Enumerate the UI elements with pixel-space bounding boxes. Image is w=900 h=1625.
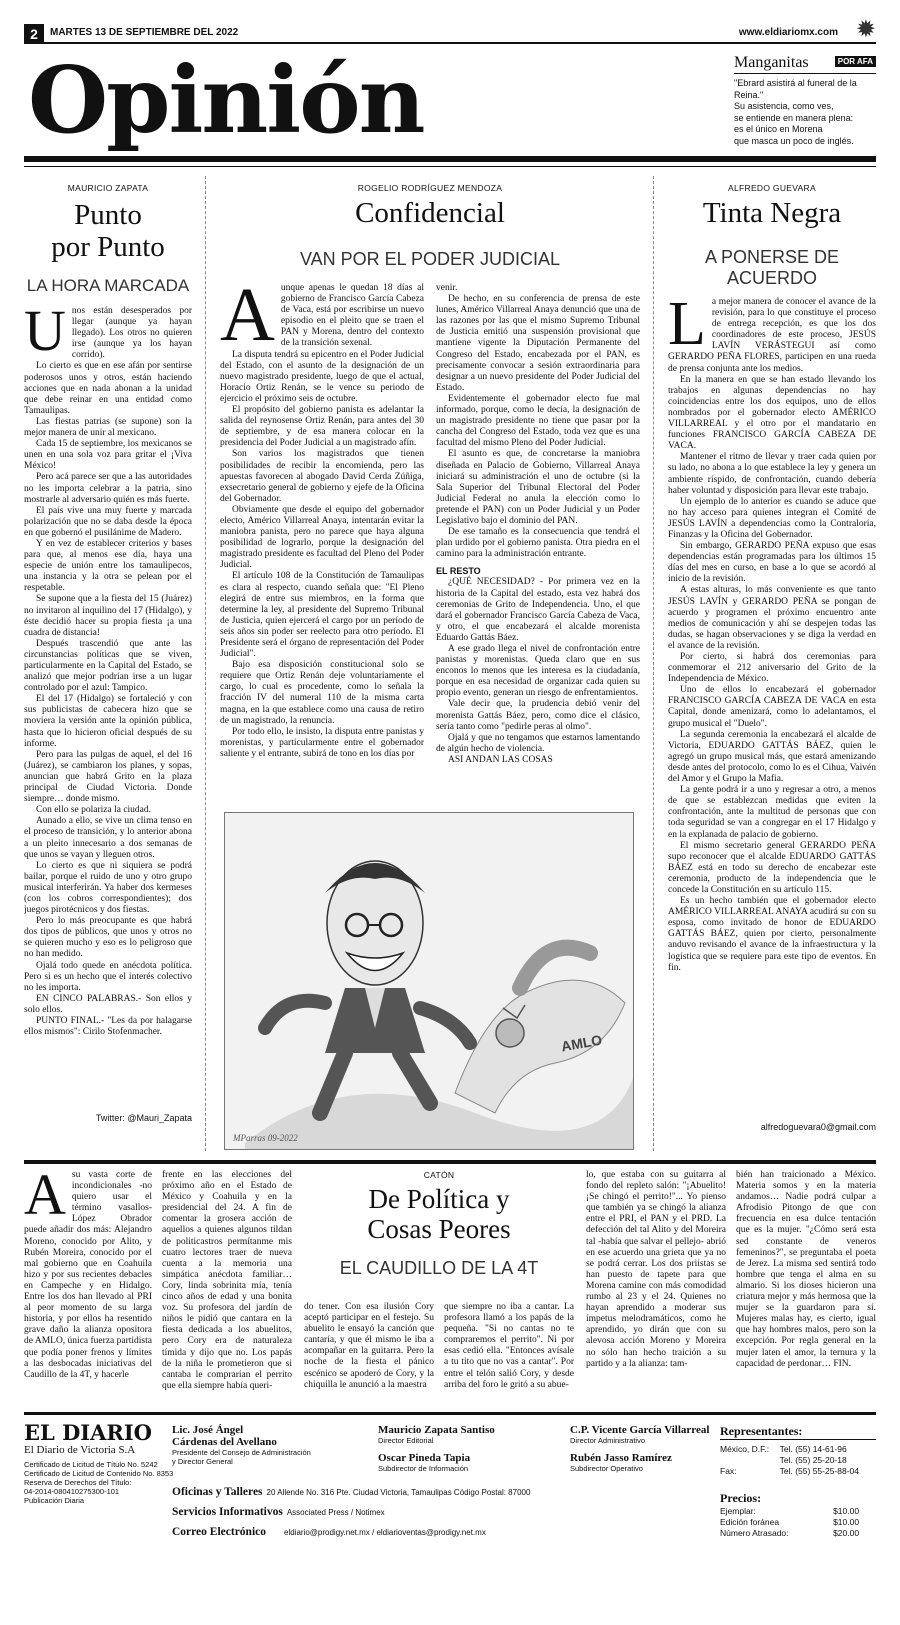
caton-body-5 <box>586 1170 726 1405</box>
table-row <box>720 1506 876 1517</box>
column-confidencial <box>220 183 640 270</box>
paragraph: A estas alturas, lo más conveniente es que tanto JESÚS LAVÍN y GERARDO PEÑA se pongan de acuerdo y programen el próximo encuentro ante medios de comunicación y ahí se despejen todas las dudas, se hagan observaciones y se diga la verdad en el avance de la revisión. <box>668 585 876 651</box>
drop-cap: A <box>220 283 275 357</box>
reps-table <box>720 1444 876 1477</box>
footer-company: El Diario de Victoria S.A <box>24 1444 136 1456</box>
footer-email <box>172 1526 486 1538</box>
footer-offices <box>172 1486 530 1498</box>
paragraph: venir. <box>436 283 458 293</box>
legal-line: Certificado de Licitud de Contenido No. 8353 <box>24 1469 174 1478</box>
caton-body-6 <box>736 1170 876 1405</box>
price-value: $10.00 <box>833 1517 860 1527</box>
paragraph: De ese tamaño es la consecuencia que tendrá el plan urdido por el gobierno panista. Otra piedra en el camino para la administración entrante. <box>436 527 640 560</box>
drop-cap: L <box>668 297 706 358</box>
legal-line: Reserva de Derechos del Título: <box>24 1478 132 1487</box>
staff-name: Rubén Jasso Ramírez <box>570 1452 672 1464</box>
manganitas-verse <box>734 78 876 147</box>
footer-representatives <box>720 1424 876 1539</box>
paragraph: Se supone que a la fiesta del 15 (Juárez) no invitaron al inquilino del 17 (Hidalgo), y éste decidió hacer su propia fiesta ¡a una cuadra de distancia! <box>24 594 192 638</box>
column-name <box>304 1184 574 1244</box>
staff-name: Lic. José Ángel <box>172 1424 244 1436</box>
legal-line: Certificado de Licitud de Título No. 5242 <box>24 1460 158 1469</box>
paragraph: PUNTO FINAL.- "Les da por halagarse ellos mismos": Cirilo Stofenmacher. <box>24 1016 192 1038</box>
paragraph: Son varios los magistrados que tienen posibilidades de recibir la encomienda, pero las apuestas favorecen al abogado David Cerda Zúñiga, exsecretario general de gobierno y ejefe de la Oficina del Gobernador. <box>220 449 424 504</box>
table-row <box>720 1528 876 1539</box>
paragraph: El del 17 (Hidalgo) se fortaleció y con sus publicistas de cabecera hizo que se moviera la versión ante la opinión pública, hasta que lo hicieron oficial después de su informe. <box>24 694 192 749</box>
footer-services <box>172 1506 385 1518</box>
website-link[interactable]: www.eldiariomx.com <box>738 27 838 38</box>
column-divider <box>653 176 654 1151</box>
column-headline-line: ACUERDO <box>726 268 817 288</box>
table-row <box>720 1517 876 1528</box>
column-punto-por-punto <box>24 183 192 1153</box>
services-label: Servicios Informativos <box>172 1506 283 1518</box>
paragraph: Las fiestas patrias (se supone) son la mejor manera de unir al mexicano. <box>24 416 192 439</box>
manganitas-title-text: Manganitas <box>734 54 809 71</box>
paragraph: Bajo esa disposición constitucional solo se requiere que Ortiz Renán deje voluntariamente el cargo, lo cual es procedente, como lo señala la fracción IV del numeral 110 de la misma carta magna, en la que establece como una causa de retiro de un magistrado, la renuncia. <box>220 660 424 726</box>
paragraph: Por cierto, si habrá dos ceremonias para conmemorar el 212 aniversario del Grito de la Independencia de México. <box>668 652 876 685</box>
footer-brand <box>24 1422 174 1505</box>
column-signature[interactable]: alfredoguevara0@gmail.com <box>760 1122 876 1132</box>
rep-city <box>720 1455 780 1466</box>
paragraph: do tener. Con esa ilusión Cory aceptó participar en el festejo. Su abuelito le ensayó la canción que cantaría, y que él mismo le iba a acompañar en la guitarra. Pero la noche de la fiesta el pánico escénico se apoderó de Cory, y la chiquilla le anunció a la maestra <box>304 1302 434 1390</box>
staff-information <box>378 1452 470 1473</box>
column-divider <box>205 176 206 1151</box>
drop-cap: U <box>24 306 66 363</box>
column-name: Tinta Negra <box>702 197 842 229</box>
caton-body-4 <box>444 1302 574 1406</box>
paragraph: Después trascendió que ante las circunstancias políticas que se viven, particularmente en la Capital del Estado, se analizó que mejor podrían irse a un lugar controlado por el azul: Tampico. <box>24 638 192 694</box>
footer-legal <box>24 1460 174 1505</box>
caton-body-2 <box>162 1170 292 1405</box>
verse-line: es el único en Morena <box>734 124 823 134</box>
sun-logo-icon: ✹ <box>855 17 876 43</box>
column-name-line: Punto <box>74 199 142 231</box>
column-tinta-negra <box>668 183 876 1153</box>
footer-divider <box>24 1412 876 1415</box>
paragraph: Pero lo más preocupante es que habrá dos tipos de públicos, que unos y otros no se quieren mucho y eso es lo peligroso que no han medido. <box>24 916 192 960</box>
column-name: Confidencial <box>355 197 505 229</box>
staff-role: Director Administrativo <box>570 1436 646 1445</box>
legal-line: Publicación Diaria <box>24 1496 85 1505</box>
paragraph: Lo cierto es que ni siquiera se podrá bailar, porque el ruido de uno y otro grupo musical interferirán. Ya haber dos kermeses (con los cobros correspondientes); dos juegos pirotécnicos y dos fiestas. <box>24 860 192 916</box>
paragraph: Ojalá todo quede en anécdota política. Pero si es un hecho que el interés colectivo no les importa. <box>24 960 192 993</box>
staff-role: Subdirector de Información <box>378 1464 469 1473</box>
table-row <box>720 1455 876 1466</box>
page-number: 2 <box>24 24 44 44</box>
verse-line: se entiende en manera plena: <box>734 112 854 123</box>
paragraph: El país vive una muy fuerte y marcada polarización que no se daba desde la época en que gobernó el pusilánime de Madero. <box>24 505 192 538</box>
table-row <box>720 1444 876 1455</box>
staff-role: y Director General <box>172 1457 233 1466</box>
top-bar <box>24 17 876 44</box>
paragraph: Con ello se polariza la ciudad. <box>36 805 152 816</box>
paragraph: Uno de ellos lo encabezará el gobernador FRANCISCO GARCÍA CABEZA DE VACA en esta Capital, donde amenizará, como lo adelantamos, el grupo musical el "Duelo". <box>668 685 876 729</box>
section-title: Opinión <box>28 46 424 154</box>
paragraph: Obviamente que desde el equipo del gobernador electo, Américo Villarreal Anaya, intentarán evitar la maniobra panista, pero no parece que haya alguna posibilidad de lograrlo, porque la designación del magistrado presidente es facultad del Pleno del Poder Judicial. <box>220 504 424 571</box>
caton-body-3 <box>304 1302 434 1406</box>
rep-tel: Tel. (55) 55-25-88-04 <box>779 1466 860 1476</box>
manganitas-tag: POR AFA <box>835 56 876 67</box>
cartoon-illustration <box>225 813 634 1150</box>
column-body-right <box>436 283 640 803</box>
issue-date: MARTES 13 DE SEPTIEMBRE DEL 2022 <box>50 27 239 38</box>
column-author: ROGELIO RODRÍGUEZ MENDOZA <box>357 183 503 193</box>
column-name-line: Cosas Peores <box>367 1214 511 1244</box>
paragraph: ¿QUÉ NECESIDAD? - Por primera vez en la historia de la Capital del estado, esta vez habrá dos ceremonias de Grito de Independencia. Uno, el que dará el gobernador Francisco García Cabeza de Vaca, y otro, el que encabezará el alcalde morenista Eduardo Gattás Báez. <box>436 577 640 643</box>
paragraph: La disputa tendrá su epicentro en el Poder Judicial del Estado, con el asunto de la designación de un nuevo magistrado presidente, luego de que el actual, Horacio Ortiz Renán, se le vence su periodo de ejercicio el próximo seis de octubre. <box>220 349 424 404</box>
paragraph: Por todo ello, le insisto, la disputa entre panistas y morenistas, y particularmente entre el gobernador saliente y el entrante, subirá de tono en los días por <box>220 726 424 759</box>
staff-admin <box>570 1424 709 1445</box>
rep-tel: Tel. (55) 14-61-96 <box>779 1444 847 1454</box>
email-label: Correo Electrónico <box>172 1526 266 1538</box>
paragraph: Mantener el ritmo de llevar y traer cada quien por su lado, no abona a lo que establece la ley y genera un ambiente ríspido, de confrontación, cuando debería haber voluntad y disposición para llevar este trabajo. <box>668 452 876 496</box>
staff-president <box>172 1424 311 1466</box>
cartoon-signature: MParras 09-2022 <box>233 1133 298 1143</box>
offices-label: Oficinas y Talleres <box>172 1486 263 1498</box>
column-name-line: por Punto <box>51 231 165 263</box>
column-author: CATÓN <box>423 1170 455 1180</box>
email-value[interactable]: eldiario@prodigy.net.mx / eldiarioventas@prodigy.net.mx <box>284 1528 486 1537</box>
column-headline: VAN POR EL PODER JUDICIAL <box>299 249 561 269</box>
legal-line: 04-2014-080410275300-101 <box>24 1487 120 1496</box>
staff-name: Cárdenas del Avellano <box>172 1436 277 1448</box>
staff-role: Presidente del Consejo de Administración <box>172 1448 311 1457</box>
paragraph: unque apenas le quedan 18 días al gobierno de Francisco García Cabeza de Vaca, está por escribirse un nuevo episodio en el pleito que se traen el PAN y Morena, dentro del contexto de la transición sexenal. <box>280 283 424 349</box>
paragraph: Pero para las pulgas de aquel, el del 16 (Juárez), se cambiaron los planes, y sopas, anuncian que habrá Grito en la plaza principal de Ciudad Victoria. Donde siempre… donde mismo. <box>24 749 192 805</box>
paragraph: La segunda ceremonia la encabezará el alcalde de Victoria, EDUARDO GATTÁS BÁEZ, quien le agregó un grupo musical más, que estará amenizando desde antes del protocolo, como lo es el Cihua, Vaivén del Amor y el Grupo la Mafia. <box>668 729 876 785</box>
paragraph: La gente podrá ir a uno y regresar a otro, a menos de que se establezcan medidas que eviten la confrontación, ante la multitud de personas que con toda seguridad se van a congregar en el 17 Hidalgo y en la explanada de palacio de gobierno. <box>668 785 876 840</box>
paragraph: De hecho, en su conferencia de prensa de este lunes, Américo Villarreal Anaya denunció que una de las razones por las que el mismo Supremo Tribunal de Justicia emitió una suspensión provisional que mantiene vigente la Diputación Permanente del Congreso del Estado, encabezada por el PAN, es precisamente convocar a sesión extraordinaria para designar a un nuevo presidente del Poder Judicial del Estado. <box>436 294 640 393</box>
header-divider-thin <box>24 166 876 167</box>
price-label: Ejemplar: <box>720 1506 756 1516</box>
column-body <box>668 297 876 1120</box>
price-value: $10.00 <box>833 1506 860 1516</box>
price-label: Número Atrasado: <box>720 1528 789 1538</box>
paragraph: Es un hecho también que el gobernador electo AMÉRICO VILLARREAL ANAYA acudirá su con su esposa, como invitado de honor de EDUARDO GATTÁS BÁEZ, quien por cierto, personalmente anduvo revisando el avance de la infraestructura y la logística que se requiere para este tipo de eventos. En fin. <box>668 896 876 973</box>
paragraph: Pero acá parece ser que a las autoridades no les importa celebrar a la patria, sino mostrarle al adversario quién es más fuerte. <box>24 472 192 505</box>
subhead: EL RESTO <box>436 566 481 577</box>
column-name-line: De Política y <box>368 1184 510 1214</box>
paragraph: Ojalá y que no tengamos que estarnos lamentando de algún hecho de violencia. <box>436 732 640 754</box>
staff-name: Mauricio Zapata Santiso <box>378 1424 495 1436</box>
column-author: MAURICIO ZAPATA <box>67 183 149 193</box>
manganitas-box <box>734 54 876 147</box>
paragraph: su vasta corte de incondicionales -no quiero usar el término vasallos- López Obrador puede añadir dos más: Alejandro Moreno, conocido por Alito, y Rubén Moreira, conocido por el mal gobierno que en Coahuila hizo y por sus recientes debacles en Campeche y en Hidalgo. Entre los dos han llevado al PRI al peor momento de su larga historia, y por ellos ha resentido grave daño la alianza opositora de AMLO, única fuerza partidista que podía poner frenos y límites a las desbocadas iniciativas del Caudillo de la 4T, y hacerle <box>24 1170 152 1380</box>
reps-title: Representantes: <box>720 1424 876 1440</box>
column-name <box>24 199 192 263</box>
table-row <box>720 1466 876 1477</box>
paragraph: Un ejemplo de lo anterior es cuando se aduce que no hay acceso para quienes integran el Comité de JESÚS LAVÍN a dependencias como la Contraloría, Finanzas y la Oficina del Gobernador. <box>668 496 876 540</box>
paragraph: lo, que estaba con su guitarra al fondo del repleto salón: "¡Abuelito! ¡Se chingó el perrito!"... Yo pienso que también ya se chingó la alianza entre el PRI, el PAN y el PRD. La defección del tal Alito y del Moreira tal -había que salvar el pellejo- abrió en ese acuerdo una grieta que ya no se podrá cerrar. Los dos priistas se han puesto de tapete para que Morena camine con más comodidad rumbo al 23 y el 24. Quienes no hayan aprendido a moderar sus ímpetus melodramáticos, como he aprendido, yo dirán que con su alevosa acción Moreno y Moreira no sólo han hecho traición a su partido y a la alianza: tam- <box>586 1170 726 1369</box>
offices-value: 20 Allende No. 316 Pte. Ciudad Victoria, Tamaulipas Código Postal: 87000 <box>266 1488 531 1497</box>
column-signature[interactable]: Twitter: @Mauri_Zapata <box>95 1113 192 1123</box>
paragraph: Sin embargo, GERARDO PEÑA expuso que esas dependencias están programadas para los últimos 15 días del mes en curso, en base a lo que se acordó al inicio de la revisión. <box>668 541 876 585</box>
staff-role: Subdirector Operativo <box>570 1464 643 1473</box>
rep-city: Fax: <box>720 1466 737 1476</box>
paragraph: EN CINCO PALABRAS.- Son ellos y solo ellos. <box>24 993 192 1015</box>
staff-name: C.P. Vicente García Villarreal <box>570 1424 710 1436</box>
manganitas-title <box>734 54 876 74</box>
column-headline <box>668 247 876 289</box>
paragraph: A ese grado llega el nivel de confrontación entre panistas y morenistas. Queda claro que en sus enconos lo menos que les interesa es la ciudadanía, porque en esa necesidad de organizar cada quien su propio evento, generan un riesgo de enfrentamientos. <box>436 644 640 699</box>
paragraph: nos están desesperados por llegar (aunque ya hayan llegado). Los otros no quieren irse (aunque ya los hayan corrido). <box>71 306 192 361</box>
footer-logo: EL DIARIO <box>24 1420 152 1445</box>
paragraph: Cada 15 de septiembre, los mexicanos se unen en una sola voz para gritar el ¡Viva México! <box>24 439 192 472</box>
paragraph: a mejor manera de conocer el avance de la revisión, para lo que constituye el proceso de entrega recepción, es que los dos coordinadores de este proceso, JESÚS LAVÍN VERÁSTEGUI así como GERARDO PEÑA FLORES, participen en una rueda de prensa conjunta ante los medios. <box>668 297 876 374</box>
paragraph: En la manera en que se han estado llevando los trabajos en algunas dependencias no hay coincidencias entre los dos equipos, uno de ellos nombrados por el gobernador electo AMÉRICO VILLARREAL y el otro por el mandatario en funciones FRANCISCO GARCÍA CABEZA DE VACA. <box>668 374 876 452</box>
verse-line: "Ebrard asistirá al funeral de la Reina." <box>734 78 857 100</box>
drop-cap: A <box>24 1170 66 1227</box>
paragraph: Evidentemente el gobernador electo fue mal informado, porque, como le decía, la designación de un magistrado presidente no tiene que pasar por la cancha del Congreso del Estado, toda vez que es una facultad del mismo Pleno del Poder Judicial. <box>436 393 640 449</box>
staff-operations <box>570 1452 672 1473</box>
header-divider <box>24 156 876 162</box>
staff-editorial <box>378 1424 495 1445</box>
column-headline: LA HORA MARCADA <box>26 276 190 295</box>
services-value: Associated Press / Notimex <box>286 1508 385 1517</box>
rep-city: México, D.F.: <box>720 1444 770 1454</box>
column-headline-line: A PONERSE DE <box>704 247 840 267</box>
column-body <box>24 306 192 1111</box>
price-label: Edición foránea <box>720 1517 780 1527</box>
paragraph: El asunto es que, de concretarse la maniobra diseñada en Palacio de Gobierno, Villarreal Anaya iniciará su administración el uno de octubre (si la Sala Superior del Tribunal Electoral del Poder Judicial Federal no anula la elección como lo pretende el PAN) con un Poder Judicial y un Poder Legislativo bajo el dominio del PAN. <box>436 449 640 526</box>
paragraph: Vale decir que, la prudencia debió venir del morenista Gattás Báez, pero, como dice el clásico, sería tanto como "pedirle peras al olmo". <box>436 699 640 732</box>
paragraph: bién han traicionado a México. Materia somos y en la materia andamos… Nadie podrá culpar a Afrodisio Pitongo de que con frecuencia en esa dulce tentación que es la mujer. "¿Cómo será esta sed constante de veneros femeninos?", se preguntaba el poeta de Jerez. La misma sed sentirá todo hombre que tenga el alma en su almario. Si los dioses hicieron una criatura mejor y más hermosa que la mujer se la guardaron para sí. Mujeres malas hay, es cierto, igual que hay hombres malos, pero son la excepción. Por regla general en la mujer laten el amor, la ternura y la capacidad de perdonar… FIN. <box>736 1170 876 1369</box>
paragraph: ASI ANDAN LAS COSAS <box>448 754 553 765</box>
cartoon <box>224 812 634 1150</box>
column-headline: EL CAUDILLO DE LA 4T <box>339 1258 539 1278</box>
column-author: ALFREDO GUEVARA <box>728 183 816 193</box>
paragraph: frente en las elecciones del próximo año en el Estado de México y Coahuila y en la presidencial del 24. A fin de comentar la grosera acción de aquellos a quienes algunos tildan de politicastros permítanme mis cuatro lectores traer de nueva cuenta a la memoria una simpática anécdota familiar… Cory, linda sobrinita mía, tenía cinco años de edad y una bonita voz. Su profesora del jardín de niños le pidió que cantara en la fiesta dedicada a los abuelitos, pero Cory era de naturaleza tímida y dijo que no. Los papás de la niña le prometieron que si cantaba le comprarían el perrito que ella siempre había queri- <box>162 1170 292 1391</box>
verse-line: Su asistencia, como ves, <box>734 101 834 111</box>
paragraph: Aunado a ello, se vive un clima tenso en el proceso de transición, y lo anterior abona a un pleito innecesario a dos semanas de que unos se vayan y lleguen otros. <box>24 816 192 860</box>
price-value: $20.00 <box>833 1528 860 1538</box>
prices-table <box>720 1506 876 1539</box>
paragraph: Lo cierto es que en ese afán por sentirse poderosos unos y otros, están haciendo acciones que en nada abonan a la unidad que debe reinar en una entidad como Tamaulipas. <box>24 361 192 416</box>
caton-divider <box>24 1160 876 1164</box>
paragraph: que siempre no iba a cantar. La profesora llamó a los papás de la pequeña. "Si no cantas no te compraremos el perrito". Ni por esas cedió ella. "Entonces avísale a tu tito que no vas a cantar". Por entre el telón salió Cory, y desde arriba del foro le gritó a su abue- <box>444 1302 574 1390</box>
paragraph: Y en vez de establecer criterios y bases para que, al menos ese día, haya una especie de unión entre los tamaulipecos, una instancia y la otra se pelean por el respetable. <box>24 538 192 594</box>
paragraph: El propósito del gobierno panista es adelantar la salida del reynosense Ortiz Renán, para antes del 30 de septiembre, y de esa manera colocar en la presidencia del Poder Judicial a un magistrado afín. <box>220 405 424 449</box>
paragraph: El artículo 108 de la Constitución de Tamaulipas es clara al respecto, cuando señala que: "El Pleno elegirá de entre sus miembros, en la forma que determine la ley, al presidente del Supremo Tribunal de Justicia, quien ejercerá el cargo por un período de seis años sin poder ser reelecto para otro período. El Presidente será el órgano de representación del Poder Judicial". <box>220 571 424 660</box>
caton-header <box>304 1170 574 1279</box>
column-body-left <box>220 283 424 803</box>
prices-title: Precios: <box>720 1491 762 1505</box>
caton-body-1 <box>24 1170 152 1405</box>
rep-tel: Tel. (55) 25-20-18 <box>779 1455 847 1465</box>
verse-line: que masca un poco de inglés. <box>734 135 854 146</box>
staff-role: Director Editorial <box>378 1436 434 1445</box>
paragraph: El mismo secretario general GERARDO PEÑA supo reconocer que el alcalde EDUARDO GATTÁS BÁEZ está en todo su derecho de encabezar este ceremonia, producto de la independencia que le concede la Constitución en su artículo 115. <box>668 840 876 895</box>
cartoon-label: AMLO <box>559 1031 604 1055</box>
staff-name: Oscar Pineda Tapia <box>378 1452 471 1464</box>
